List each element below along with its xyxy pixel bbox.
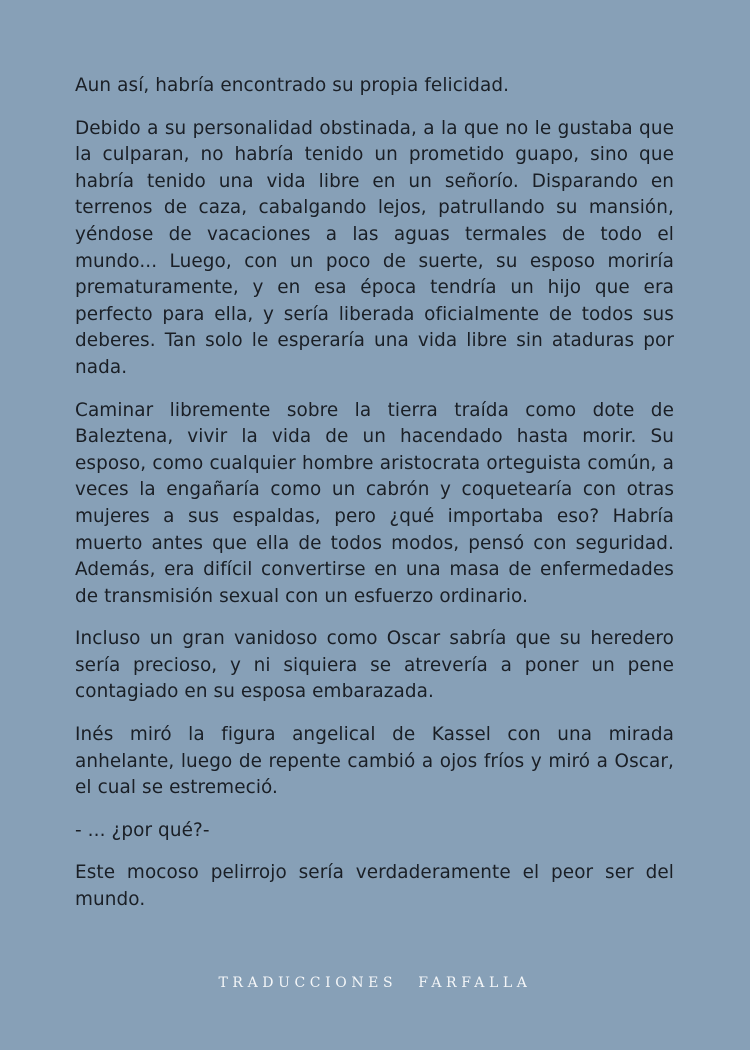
paragraph-6: - ... ¿por qué?- [75, 819, 210, 841]
paragraph-1: Aun así, habría encontrado su propia felicidad. [75, 75, 510, 96]
paragraph-3: Caminar libremente sobre la tierra traída como dote de Baleztena, vivir la vida de un hacendado hasta morir. Su esposo, como cualquier hombre aristocrata orteguista común, a veces la engañaría como un cabrón y coquetearía con otras mujeres a sus espaldas, pero ¿qué importaba eso? Habría muerto antes que ella de todos modos, pensó con seguridad. Además, era difícil convertirse en una masa de enfermedades de transmisión sexual con un esfuerzo ordinario. [75, 399, 674, 607]
paragraph-7: Este mocoso pelirrojo sería verdaderamente el peor ser del mundo. [75, 862, 674, 911]
paragraph-2: Debido a su personalidad obstinada, a la que no le gustaba que la culparan, no habría tenido un prometido guapo, sino que habría tenido una vida libre en un señorío. Disparando en terrenos de caza, cabalgando lejos, patrullando su mansión, yéndose de vacaciones a las aguas termales de todo el mundo... Luego, con un poco de suerte, su esposo moriría prematuramente, y en esa época tendría un hijo que era perfecto para ella, y sería liberada oficialmente de todos sus deberes. Tan solo le esperaría una vida libre sin ataduras por nada. [75, 117, 674, 378]
page-body [75, 73, 674, 930]
paragraph-4: Incluso un gran vanidoso como Oscar sabría que su heredero sería precioso, y ni siquiera se atrevería a poner un pene contagiado en su esposa embarazada. [75, 628, 674, 703]
footer-credit: TRADUCCIONES FARFALLA [218, 975, 532, 991]
paragraph-5: Inés miró la figura angelical de Kassel con una mirada anhelante, luego de repente cambió a ojos fríos y miró a Oscar, el cual se estremeció. [75, 724, 674, 799]
